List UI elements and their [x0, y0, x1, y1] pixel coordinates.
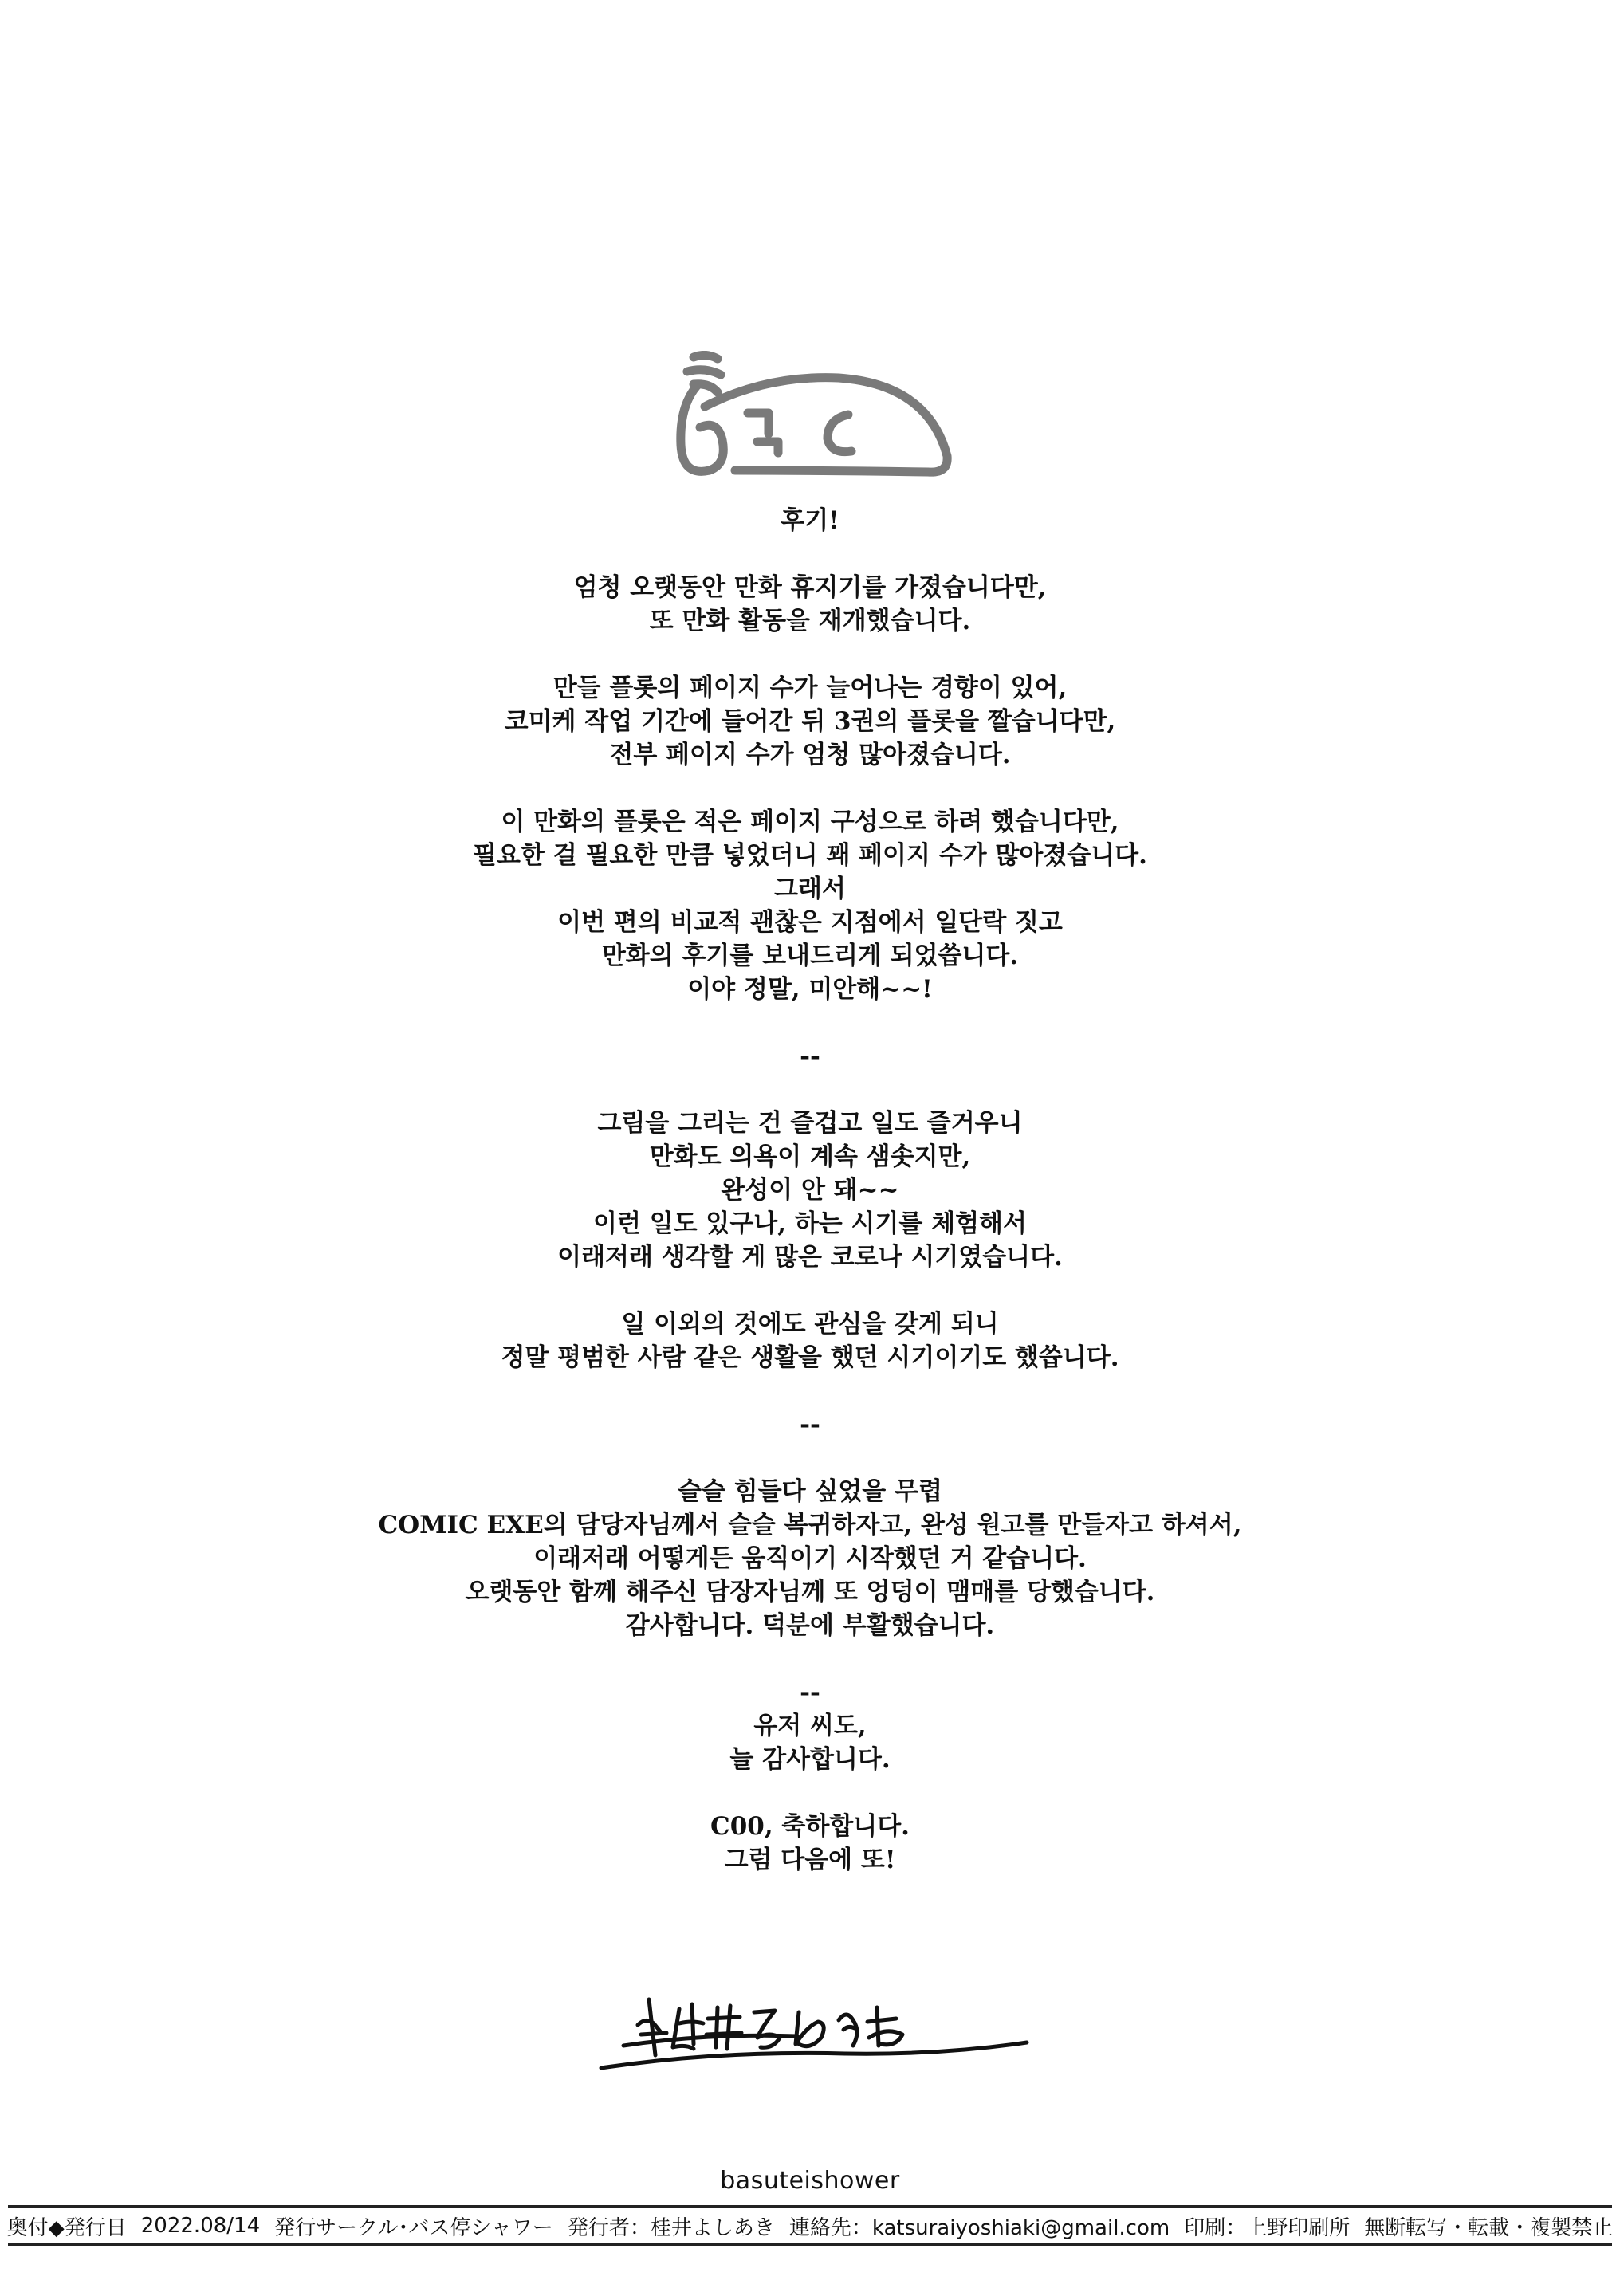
afterword-line: 정말 평범한 사람 같은 생활을 했던 시기이기도 했씁니다. — [501, 1343, 1119, 1372]
afterword-line: -- — [800, 1410, 820, 1439]
afterword-line: 이래저래 어떻게든 움직이기 시작했던 거 같습니다. — [533, 1544, 1087, 1573]
colophon-contact: 連絡先：katsuraiyoshiaki@gmail.com — [788, 2215, 1170, 2240]
afterword-line: 또 만화 활동을 재개했습니다. — [649, 607, 971, 635]
afterword-line — [172, 1274, 1448, 1307]
afterword-line: 감사합니다. 덕분에 부활했습니다. — [625, 1611, 995, 1640]
afterword-line — [172, 1073, 1448, 1107]
afterword-line: 전부 페이지 수가 엄청 많아졌습니다. — [609, 741, 1011, 769]
afterword-line: 만화의 후기를 보내드리게 되었씁니다. — [601, 942, 1019, 970]
afterword-line: 이야 정말, 미안해~~! — [687, 975, 933, 1004]
afterword-line — [172, 1776, 1448, 1810]
afterword-line: 슬슬 힘들다 싶었을 무렵 — [678, 1477, 942, 1506]
afterword-line: 일 이외의 것에도 관심을 갖게 되니 — [621, 1310, 999, 1339]
colophon-circle: 発行サークル･バス停シャワー — [274, 2215, 553, 2240]
afterword-line: -- — [800, 1042, 820, 1071]
afterword-line — [172, 537, 1448, 571]
afterword-line: 이런 일도 있구나, 하는 시기를 체험해서 — [593, 1209, 1027, 1238]
afterword-line — [172, 1006, 1448, 1040]
afterword-line: 유저 씨도, — [753, 1712, 867, 1740]
signature-icon — [590, 1985, 1036, 2081]
afterword-line: 이 만화의 플롯은 적은 페이지 구성으로 하려 했습니다만, — [501, 808, 1119, 836]
afterword-line: 완성이 안 돼~~ — [721, 1176, 899, 1205]
afterword-line: 코미케 작업 기간에 들어간 뒤 3권의 플롯을 짤습니다만, — [504, 707, 1116, 736]
afterword-line: COMIC EXE의 담당자님께서 슬슬 복귀하자고, 완성 원고를 만들자고 하셔서, — [378, 1511, 1242, 1539]
colophon-printer: 印刷：上野印刷所 — [1184, 2215, 1351, 2240]
colophon-label: 奥付◆発行日 — [6, 2215, 127, 2240]
circle-name: basuteishower — [720, 2167, 900, 2195]
afterword-line: 만들 플롯의 페이지 수가 늘어나는 경향이 있어, — [552, 674, 1068, 702]
afterword-line: 만화도 의욕이 계속 샘솟지만, — [649, 1142, 971, 1171]
afterword-line: 엄청 오랫동안 만화 휴지기를 가졌습니다만, — [573, 573, 1047, 602]
afterword-line: 늘 감사합니다. — [729, 1745, 891, 1774]
afterword-line: 이번 편의 비교적 괜찮은 지점에서 일단락 짓고 — [557, 908, 1063, 937]
afterword-line: 오랫동안 함께 해주신 담장자님께 또 엉덩이 맴매를 당했습니다. — [465, 1578, 1155, 1606]
afterword-line — [172, 1441, 1448, 1475]
afterword-line: 그림을 그리는 건 즐겁고 일도 즐거우니 — [597, 1109, 1023, 1138]
afterword-line: -- — [800, 1678, 820, 1707]
afterword-line: 그럼 다음에 또! — [724, 1846, 896, 1874]
afterword-line: 후기! — [781, 506, 839, 535]
afterword-line — [172, 1374, 1448, 1408]
afterword-text — [172, 504, 1448, 1877]
colophon-notice: 無断転写・転載・複製禁止 — [1364, 2215, 1614, 2240]
afterword-line — [172, 772, 1448, 805]
colophon-top-rule — [8, 2205, 1612, 2208]
afterword-line — [172, 638, 1448, 671]
afterword-line: C00, 축하합니다. — [710, 1812, 910, 1841]
afterword-line: 필요한 걸 필요한 만큼 넣었더니 꽤 페이지 수가 많아졌습니다. — [473, 841, 1147, 870]
colophon — [0, 2209, 1620, 2243]
afterword-line: 이래저래 생각할 게 많은 코로나 시기였습니다. — [557, 1243, 1063, 1272]
colophon-publisher: 発行者：桂井よしあき — [567, 2215, 775, 2240]
afterword-line — [172, 1642, 1448, 1676]
colophon-date: 2022.08/14 — [140, 2214, 261, 2238]
doodle-face-icon — [647, 351, 958, 494]
colophon-bottom-rule — [8, 2243, 1612, 2246]
afterword-line: 그래서 — [774, 875, 846, 903]
